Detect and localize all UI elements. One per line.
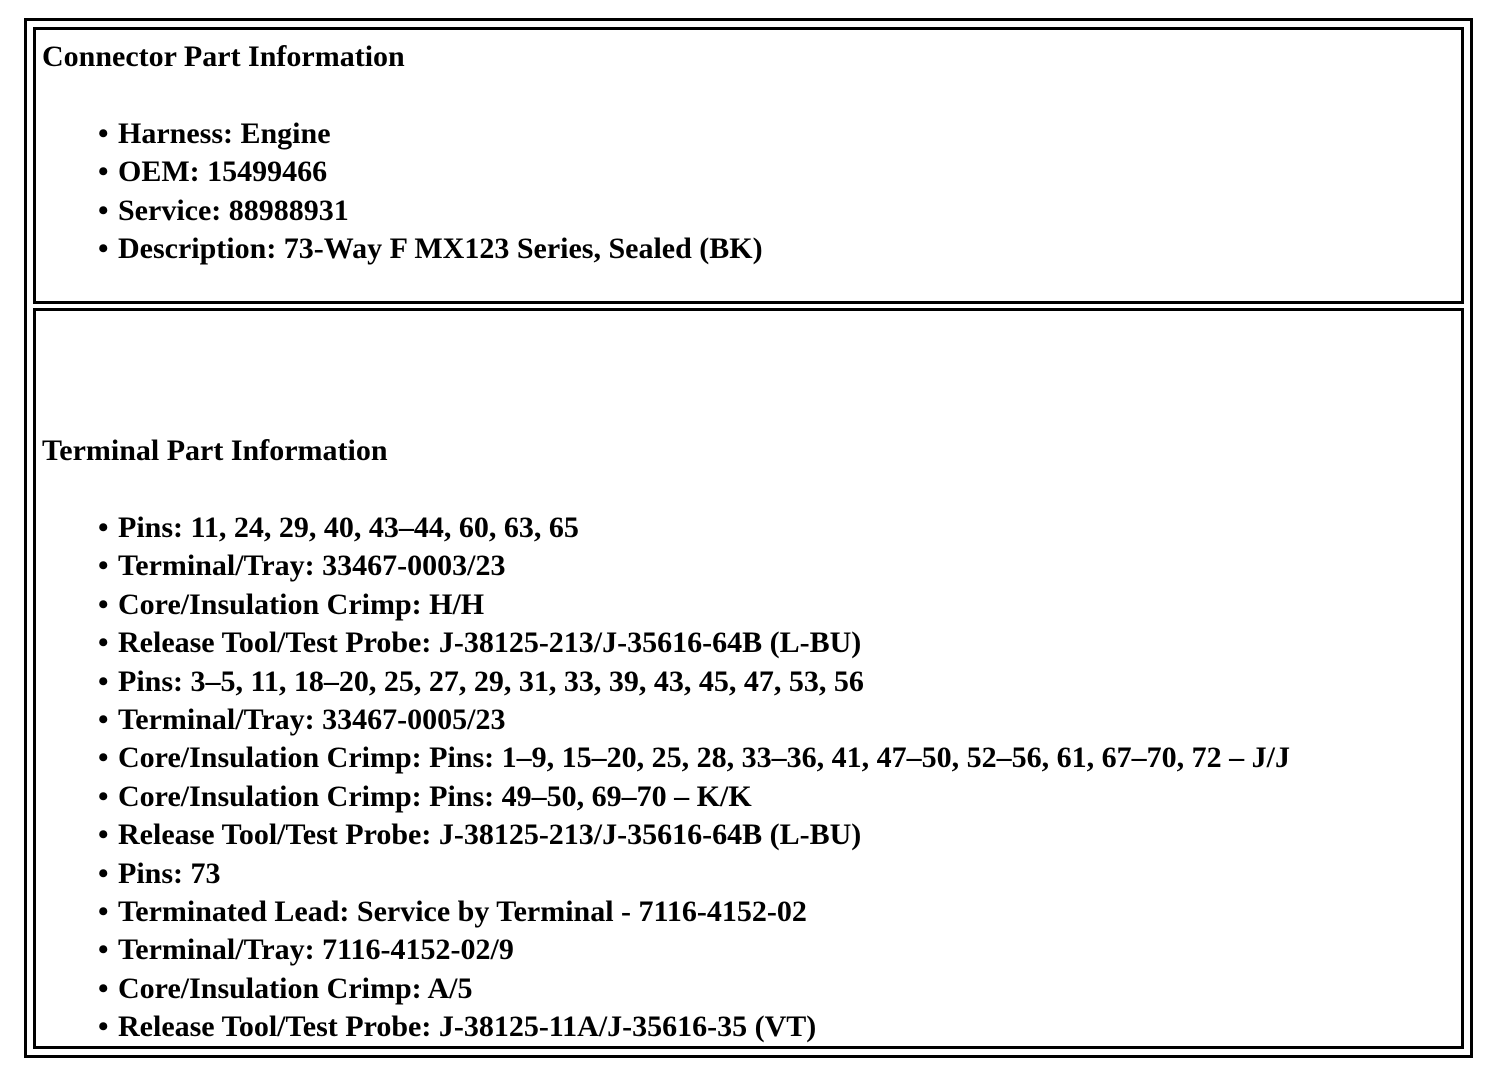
list-item-text: Harness: Engine	[118, 117, 331, 150]
bullet-icon: •	[98, 741, 109, 775]
terminal-part-info-list	[98, 511, 1290, 1048]
list-item	[98, 972, 1290, 1010]
list-item-text: Terminal/Tray: 33467-0003/23	[118, 549, 506, 583]
list-item	[98, 626, 1290, 664]
list-item-text: Release Tool/Test Probe: J-38125-213/J-35616-64B (L-BU)	[118, 818, 862, 852]
list-item	[98, 895, 1290, 933]
list-item	[98, 703, 1290, 741]
list-item-text: Pins: 11, 24, 29, 40, 43–44, 60, 63, 65	[118, 511, 579, 544]
bullet-icon: •	[98, 856, 109, 890]
list-item	[98, 933, 1290, 971]
bullet-icon: •	[98, 626, 109, 660]
list-item	[98, 155, 763, 193]
bullet-icon: •	[98, 702, 109, 736]
bullet-icon: •	[98, 155, 109, 189]
list-item	[98, 511, 1290, 549]
bullet-icon: •	[98, 894, 109, 928]
terminal-part-info-title: Terminal Part Information	[42, 434, 388, 467]
list-item-text: Pins: 3–5, 11, 18–20, 25, 27, 29, 31, 33, 39, 43, 45, 47, 53, 56	[118, 664, 864, 698]
list-item	[98, 588, 1290, 626]
list-item-text: Core/Insulation Crimp: A/5	[118, 971, 473, 1005]
bullet-icon: •	[98, 664, 109, 698]
list-item	[98, 117, 763, 155]
bullet-icon: •	[98, 549, 109, 583]
list-item	[98, 741, 1290, 779]
bullet-icon: •	[98, 117, 109, 150]
list-item-text: Pins: 73	[118, 856, 221, 890]
bullet-icon: •	[98, 1010, 109, 1044]
list-item-text: Core/Insulation Crimp: H/H	[118, 587, 485, 621]
list-item-text: Core/Insulation Crimp: Pins: 49–50, 69–70 – K/K	[118, 779, 752, 813]
connector-part-info-title: Connector Part Information	[42, 40, 405, 73]
list-item-text: Service: 88988931	[118, 193, 349, 227]
connector-part-info-list	[98, 117, 763, 271]
connector-info-table	[24, 18, 1473, 1058]
list-item-text: Terminal/Tray: 7116-4152-02/9	[118, 933, 514, 967]
bullet-icon: •	[98, 232, 109, 266]
bullet-icon: •	[98, 971, 109, 1005]
list-item	[98, 665, 1290, 703]
list-item-text: Release Tool/Test Probe: J-38125-213/J-35616-64B (L-BU)	[118, 626, 862, 660]
list-item-text: OEM: 15499466	[118, 155, 328, 189]
list-item	[98, 194, 763, 232]
bullet-icon: •	[98, 511, 109, 544]
bullet-icon: •	[98, 779, 109, 813]
list-item	[98, 232, 763, 270]
bullet-icon: •	[98, 587, 109, 621]
bullet-icon: •	[98, 818, 109, 852]
list-item-text: Terminal/Tray: 33467-0005/23	[118, 702, 506, 736]
list-item-text: Terminated Lead: Service by Terminal - 7116-4152-02	[118, 894, 807, 928]
list-item-text: Core/Insulation Crimp: Pins: 1–9, 15–20, 25, 28, 33–36, 41, 47–50, 52–56, 61, 67–70, 72 – J/J	[118, 741, 1290, 775]
bullet-icon: •	[98, 933, 109, 967]
connector-part-info-cell	[33, 27, 1464, 304]
terminal-part-info-cell	[33, 308, 1464, 1049]
list-item-text: Description: 73-Way F MX123 Series, Sealed (BK)	[118, 232, 763, 266]
list-item	[98, 857, 1290, 895]
list-item-text: Release Tool/Test Probe: J-38125-11A/J-35616-35 (VT)	[118, 1010, 817, 1044]
bullet-icon: •	[98, 193, 109, 227]
list-item	[98, 1010, 1290, 1048]
list-item	[98, 818, 1290, 856]
list-item	[98, 549, 1290, 587]
list-item	[98, 780, 1290, 818]
